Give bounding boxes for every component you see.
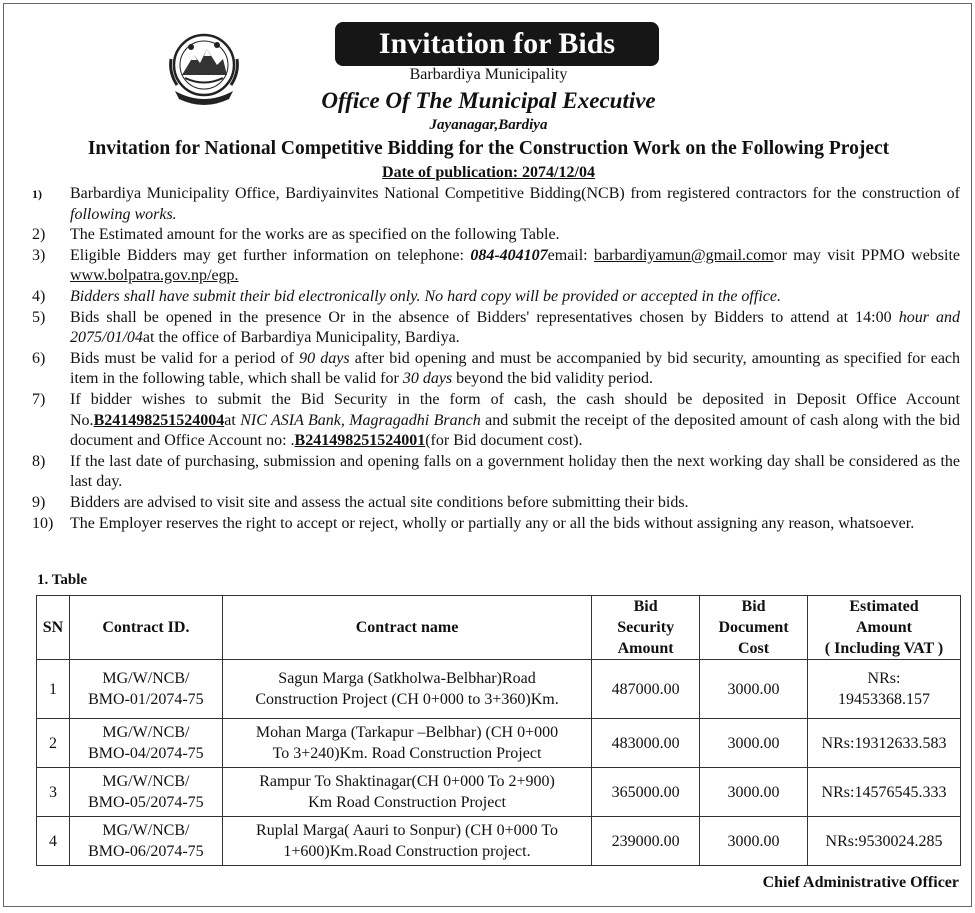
- item-text: Bidders shall have submit their bid electronically only. No hard copy will be provided or accepted in the office.: [70, 287, 781, 305]
- notice-item-5: [32, 308, 960, 349]
- signoff-title: Chief Administrative Officer: [762, 874, 959, 891]
- item-text: [70, 308, 960, 349]
- cell-line: MG/W/NCB/: [102, 822, 190, 839]
- header-line: Bid: [633, 598, 658, 615]
- item-number: 6): [32, 349, 46, 367]
- header-line: Estimated: [849, 598, 919, 615]
- cell-estimated-amount: NRs:19312633.583: [808, 719, 961, 768]
- cell-line: BMO-04/2074-75: [88, 745, 204, 762]
- header-line: Security: [617, 619, 675, 636]
- item-number: 10): [32, 514, 54, 532]
- cell-bid-security: 487000.00: [592, 660, 700, 719]
- cell-line: Km Road Construction Project: [308, 794, 506, 811]
- table-header-row: [37, 596, 961, 660]
- deposit-account-number: B241498251524004: [93, 411, 225, 429]
- notice-items: [32, 184, 960, 534]
- header-line: Amount: [856, 619, 913, 636]
- header-bid-security: [592, 596, 700, 660]
- cell-line: 1+600)Km.Road Construction project.: [283, 843, 531, 860]
- item-number: 1): [32, 187, 42, 201]
- table-row: [37, 817, 961, 866]
- cell-line: BMO-01/2074-75: [88, 691, 204, 708]
- cell-sn: 1: [37, 660, 70, 719]
- item-text-part: If bidder wishes to submit the Bid Security in the form of cash, the cash should be deposited in Deposit Office Account No.: [70, 390, 960, 429]
- cell-contract-name: [222, 719, 591, 768]
- item-text-part: at: [224, 411, 241, 429]
- item-number: 4): [32, 287, 46, 305]
- header-sn: SN: [37, 596, 70, 660]
- item-text-part: and submit the receipt of the deposited amount of cash along with the bid document and Office Account no: .: [70, 411, 960, 450]
- cell-line: MG/W/NCB/: [102, 670, 190, 687]
- item-text-italic: 30 days: [402, 370, 453, 388]
- cell-sn: 3: [37, 768, 70, 817]
- item-text: [70, 349, 960, 390]
- item-text: The Estimated amount for the works are as specified on the following Table.: [70, 226, 560, 244]
- item-text-italic: 90 days: [299, 349, 350, 367]
- item-number: 7): [32, 390, 46, 408]
- item-number: 2): [32, 226, 46, 244]
- cell-contract-name: [222, 768, 591, 817]
- bid-table: [36, 595, 961, 866]
- publication-date: [4, 164, 973, 182]
- contact-phone: 084-404107: [470, 246, 548, 264]
- cell-line: BMO-06/2074-75: [88, 843, 204, 860]
- item-text: If the last date of purchasing, submission and opening falls on a government holiday then the next working day shall be considered as the last day.: [70, 452, 960, 491]
- item-text-part: at the office of Barbardiya Municipality, Bardiya.: [142, 329, 460, 347]
- cell-estimated-amount: NRs:9530024.285: [808, 817, 961, 866]
- item-text: The Employer reserves the right to accept or reject, wholly or partially any or all the bids without assigning any reason, whatsoever.: [70, 514, 915, 532]
- cell-line: Mohan Marga (Tarkapur –Belbhar) (CH 0+000: [255, 724, 559, 741]
- item-text-italic: following works.: [70, 205, 177, 223]
- table-label: 1. Table: [37, 572, 88, 588]
- header-estimated-amount: [808, 596, 961, 660]
- cell-estimated-amount: NRs:14576545.333: [808, 768, 961, 817]
- item-text-part: or may visit PPMO website: [773, 246, 961, 264]
- cell-bid-security: 483000.00: [592, 719, 700, 768]
- item-text-part: Barbardiya Municipality Office, Bardiyainvites National Competitive Bidding(NCB) from registered contractors for the construction of: [70, 185, 960, 202]
- cell-line: BMO-05/2074-75: [88, 794, 204, 811]
- office-name: Office Of The Municipal Executive: [321, 88, 656, 113]
- cell-contract-name: [222, 817, 591, 866]
- item-text-part: beyond the bid validity period.: [452, 370, 653, 388]
- bank-name: NIC ASIA Bank, Magragadhi Branch: [240, 411, 481, 429]
- item-number: 5): [32, 308, 46, 326]
- item-text-part: email:: [547, 246, 595, 264]
- item-text: Bidders are advised to visit site and assess the actual site conditions before submitting their bids.: [70, 493, 689, 511]
- notice-item-8: [32, 452, 960, 493]
- item-text-part: Bids shall be opened in the presence Or in the absence of Bidders' representatives chosen by Bidders to attend at 14:00: [70, 308, 899, 326]
- table-row: [37, 768, 961, 817]
- invitation-title: Invitation for National Competitive Bidding for the Construction Work on the Following Project: [87, 138, 890, 159]
- ppmo-website-link[interactable]: www.bolpatra.gov.np/egp.: [70, 267, 239, 285]
- item-number: 9): [32, 493, 46, 511]
- header-line: ( Including VAT ): [824, 640, 944, 657]
- notice-item-3: [32, 246, 960, 287]
- cell-sn: 2: [37, 719, 70, 768]
- cell-contract-id: [69, 817, 222, 866]
- header-document-cost: [700, 596, 808, 660]
- table-row: [37, 660, 961, 719]
- cell-document-cost: 3000.00: [700, 719, 808, 768]
- cell-contract-id: [69, 768, 222, 817]
- cell-line: 19453368.157: [838, 691, 930, 708]
- cell-line: Construction Project (CH 0+000 to 3+360)Km.: [255, 691, 559, 708]
- table-row: [37, 719, 961, 768]
- publication-date-text: Date of publication: 2074/12/04: [382, 164, 595, 181]
- item-text-part: (for Bid document cost).: [425, 432, 583, 450]
- header-line: Amount: [617, 640, 674, 657]
- cell-line: Rampur To Shaktinagar(CH 0+000 To 2+900): [259, 773, 555, 790]
- cell-bid-security: 239000.00: [592, 817, 700, 866]
- item-text: [70, 184, 960, 225]
- notice-item-9: [32, 493, 960, 514]
- item-text-italic: hour and 2075/01/04: [70, 308, 960, 347]
- cell-line: MG/W/NCB/: [102, 773, 190, 790]
- header-line: Bid: [741, 598, 766, 615]
- item-text-part: Bids must be valid for a period of: [70, 349, 300, 367]
- cell-document-cost: 3000.00: [700, 817, 808, 866]
- cell-line: MG/W/NCB/: [102, 724, 190, 741]
- item-text-part: Eligible Bidders may get further information on telephone:: [70, 246, 471, 264]
- cell-line: Ruplal Marga( Aauri to Sonpur) (CH 0+000 To: [256, 822, 558, 839]
- cell-line: Sagun Marga (Satkholwa-Belbhar)Road: [278, 670, 536, 687]
- municipality-name: Barbardiya Municipality: [409, 66, 568, 83]
- notice-item-4: [32, 287, 960, 308]
- contact-email-link[interactable]: barbardiyamun@gmail.com: [594, 246, 774, 264]
- header-line: Document: [718, 619, 789, 636]
- notice-item-6: [32, 349, 960, 390]
- cell-document-cost: 3000.00: [700, 768, 808, 817]
- office-account-number: B241498251524001: [294, 432, 426, 450]
- header-line: Cost: [738, 640, 770, 657]
- item-number: 3): [32, 246, 46, 264]
- item-text-part: after bid opening and must be accompanied by bid security, amounting as specified for each item in the following table, which shall be valid for: [70, 349, 961, 388]
- notice-item-7: [32, 390, 960, 452]
- cell-estimated-amount: [808, 660, 961, 719]
- cell-document-cost: 3000.00: [700, 660, 808, 719]
- item-number: 8): [32, 452, 46, 470]
- cell-contract-id: [69, 660, 222, 719]
- cell-line: To 3+240)Km. Road Construction Project: [272, 745, 542, 762]
- bid-notice: [3, 3, 972, 907]
- cell-sn: 4: [37, 817, 70, 866]
- cell-contract-name: [222, 660, 591, 719]
- notice-item-1: [32, 184, 960, 225]
- banner-title: Invitation for Bids: [335, 22, 659, 66]
- cell-contract-id: [69, 719, 222, 768]
- header-contract-name: Contract name: [222, 596, 591, 660]
- cell-bid-security: 365000.00: [592, 768, 700, 817]
- header-contract-id: Contract ID.: [69, 596, 222, 660]
- office-location: Jayanagar,Bardiya: [429, 117, 548, 133]
- item-text: [70, 246, 960, 287]
- cell-line: NRs:: [867, 670, 901, 687]
- item-text: [70, 390, 960, 452]
- notice-item-10: [32, 514, 960, 535]
- notice-item-2: [32, 225, 960, 246]
